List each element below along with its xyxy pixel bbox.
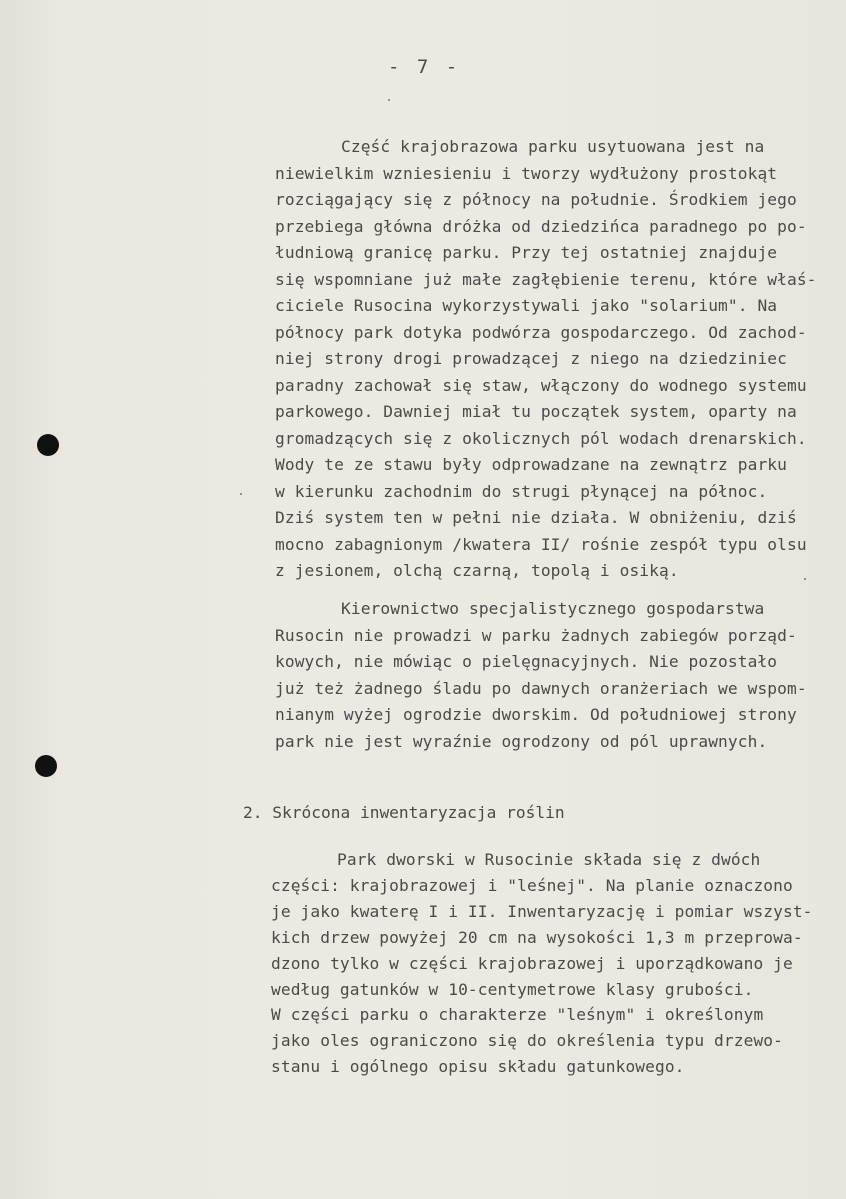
text-line: je jako kwaterę I i II. Inwentaryzację i pomiar wszyst-: [271, 902, 813, 921]
text-line: w kierunku zachodnim do strugi płynącej na północ.: [275, 482, 768, 501]
text-line: W części parku o charakterze "leśnym" i określonym: [271, 1005, 764, 1024]
punch-hole: [35, 755, 57, 777]
text-line: z jesionem, olchą czarną, topolą i osiką.: [275, 561, 679, 580]
text-line: Dziś system ten w pełni nie działa. W obniżeniu, dziś: [275, 508, 797, 527]
text-line: parkowego. Dawniej miał tu początek system, oparty na: [275, 402, 797, 421]
text-line: się wspomniane już małe zagłębienie terenu, które właś-: [275, 270, 817, 289]
text-line: według gatunków w 10-centymetrowe klasy grubości.: [271, 980, 754, 999]
text-line: gromadzących się z okolicznych pól wodach drenarskich.: [275, 429, 807, 448]
text-line: Część krajobrazowa parku usytuowana jest na: [341, 137, 765, 156]
text-line: nianym wyżej ogrodzie dworskim. Od południowej strony: [275, 705, 797, 724]
paper-speck: [240, 493, 242, 495]
text-line: kich drzew powyżej 20 cm na wysokości 1,3 m przeprowa-: [271, 928, 803, 947]
paper-speck: [388, 99, 390, 101]
text-line: północy park dotyka podwórza gospodarczego. Od zachod-: [275, 323, 807, 342]
text-line: kowych, nie mówiąc o pielęgnacyjnych. Nie pozostało: [275, 652, 778, 671]
page-number: - 7 -: [388, 56, 461, 78]
section-heading: 2. Skrócona inwentaryzacja roślin: [243, 803, 565, 822]
text-line: ciciele Rusocina wykorzystywali jako "solarium". Na: [275, 296, 778, 315]
text-line: jako oles ograniczono się do określenia typu drzewo-: [271, 1031, 783, 1050]
text-line: paradny zachował się staw, włączony do wodnego systemu: [275, 376, 807, 395]
text-line: przebiega główna dróżka od dziedzińca paradnego po po-: [275, 217, 807, 236]
text-line: dzono tylko w części krajobrazowej i uporządkowano je: [271, 954, 793, 973]
text-line: Rusocin nie prowadzi w parku żadnych zabiegów porząd-: [275, 626, 797, 645]
punch-hole: [37, 434, 59, 456]
text-line: park nie jest wyraźnie ogrodzony od pól uprawnych.: [275, 732, 768, 751]
text-line: Wody te ze stawu były odprowadzane na zewnątrz parku: [275, 455, 787, 474]
text-line: niewielkim wzniesieniu i tworzy wydłużony prostokąt: [275, 164, 778, 183]
text-line: części: krajobrazowej i "leśnej". Na planie oznaczono: [271, 876, 793, 895]
text-line: Kierownictwo specjalistycznego gospodarstwa: [341, 599, 765, 618]
text-line: już też żadnego śladu po dawnych oranżeriach we wspom-: [275, 679, 807, 698]
paper-speck: [804, 578, 806, 580]
text-line: mocno zabagnionym /kwatera II/ rośnie zespół typu olsu: [275, 535, 807, 554]
text-line: łudniową granicę parku. Przy tej ostatniej znajduje: [275, 243, 778, 262]
text-line: stanu i ogólnego opisu składu gatunkowego.: [271, 1057, 685, 1076]
text-line: Park dworski w Rusocinie składa się z dwóch: [337, 850, 761, 869]
text-line: rozciągający się z północy na południe. Środkiem jego: [275, 190, 797, 209]
text-line: niej strony drogi prowadzącej z niego na dziedziniec: [275, 349, 787, 368]
